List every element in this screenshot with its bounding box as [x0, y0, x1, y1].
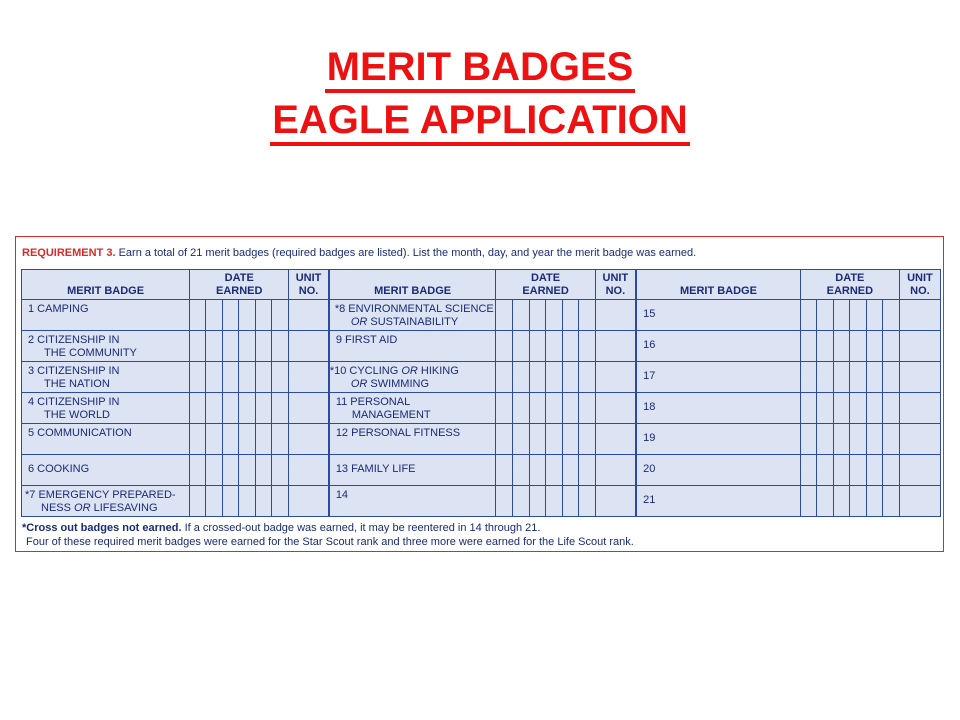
date-cell[interactable]: [882, 362, 899, 393]
badge-elective-17: 17: [636, 362, 800, 393]
date-cell[interactable]: [833, 331, 849, 362]
date-cell[interactable]: [206, 455, 223, 486]
date-cell[interactable]: [816, 393, 833, 424]
date-cell[interactable]: [578, 331, 595, 362]
col-header-merit-badge: MERIT BADGE: [636, 270, 800, 300]
date-cell[interactable]: [256, 424, 272, 455]
date-cell[interactable]: [833, 455, 849, 486]
table-row: [22, 331, 941, 362]
unit-cell[interactable]: [595, 455, 636, 486]
date-cell[interactable]: [239, 300, 256, 331]
date-cell[interactable]: [239, 486, 256, 517]
badge-citizenship-world: 4 CITIZENSHIP IN THE WORLD: [22, 393, 190, 424]
date-cell[interactable]: [849, 486, 866, 517]
date-cell[interactable]: [223, 393, 239, 424]
col-header-merit-badge: MERIT BADGE: [329, 270, 496, 300]
date-cell[interactable]: [800, 331, 816, 362]
date-cell[interactable]: [272, 393, 289, 424]
date-cell[interactable]: [512, 424, 529, 455]
date-cell[interactable]: [816, 455, 833, 486]
requirement-text: REQUIREMENT 3. Earn a total of 21 merit badges (required badges are listed). List the month, day, and year the merit badge was earned.: [22, 247, 697, 259]
merit-badge-table: [21, 269, 941, 517]
date-cell[interactable]: [206, 300, 223, 331]
date-cell[interactable]: [578, 393, 595, 424]
unit-cell[interactable]: [289, 362, 329, 393]
badge-camping: 1 CAMPING: [22, 300, 190, 331]
badge-environmental-science: *8 ENVIRONMENTAL SCIENCE OR SUSTAINABILITY: [329, 300, 496, 331]
date-cell[interactable]: [545, 486, 562, 517]
date-cell[interactable]: [190, 362, 206, 393]
date-cell[interactable]: [239, 424, 256, 455]
date-cell[interactable]: [545, 362, 562, 393]
unit-cell[interactable]: [899, 486, 940, 517]
date-cell[interactable]: [256, 362, 272, 393]
date-cell[interactable]: [256, 393, 272, 424]
badge-elective-20: 20: [636, 455, 800, 486]
page-title: MERIT BADGES: [0, 44, 960, 90]
date-cell[interactable]: [833, 393, 849, 424]
col-header-merit-badge: MERIT BADGE: [22, 270, 190, 300]
date-cell[interactable]: [529, 424, 545, 455]
unit-cell[interactable]: [289, 331, 329, 362]
date-cell[interactable]: [206, 486, 223, 517]
date-cell[interactable]: [562, 393, 578, 424]
date-cell[interactable]: [800, 300, 816, 331]
unit-cell[interactable]: [595, 424, 636, 455]
date-cell[interactable]: [239, 362, 256, 393]
badge-family-life: 13 FAMILY LIFE: [329, 455, 496, 486]
table-row: [22, 393, 941, 424]
badge-emergency-preparedness: *7 EMERGENCY PREPARED- NESS OR LIFESAVING: [22, 486, 190, 517]
date-cell[interactable]: [578, 486, 595, 517]
date-cell[interactable]: [529, 393, 545, 424]
date-cell[interactable]: [512, 331, 529, 362]
date-cell[interactable]: [272, 424, 289, 455]
date-cell[interactable]: [578, 362, 595, 393]
unit-cell[interactable]: [595, 393, 636, 424]
table-row: [22, 455, 941, 486]
badge-elective-21: 21: [636, 486, 800, 517]
date-cell[interactable]: [882, 424, 899, 455]
badge-citizenship-nation: 3 CITIZENSHIP IN THE NATION: [22, 362, 190, 393]
date-cell[interactable]: [800, 424, 816, 455]
date-cell[interactable]: [562, 424, 578, 455]
date-cell[interactable]: [529, 331, 545, 362]
date-cell[interactable]: [545, 455, 562, 486]
unit-cell[interactable]: [289, 300, 329, 331]
date-cell[interactable]: [223, 331, 239, 362]
date-cell[interactable]: [190, 331, 206, 362]
unit-cell[interactable]: [595, 362, 636, 393]
form-footnote: *Cross out badges not earned. If a crossed-out badge was earned, it may be reentered in 14 through 21. Four of these required merit badges were earned for the Star Scout rank and three more were earned for the Life Scout rank.: [22, 522, 634, 548]
badge-citizenship-community: 2 CITIZENSHIP IN THE COMMUNITY: [22, 331, 190, 362]
date-cell[interactable]: [239, 331, 256, 362]
date-cell[interactable]: [849, 455, 866, 486]
col-header-date-earned: DATE EARNED: [800, 270, 899, 300]
date-cell[interactable]: [239, 455, 256, 486]
date-cell[interactable]: [206, 362, 223, 393]
badge-elective-15: 15: [636, 300, 800, 331]
date-cell[interactable]: [882, 486, 899, 517]
date-cell[interactable]: [272, 486, 289, 517]
date-cell[interactable]: [849, 362, 866, 393]
date-cell[interactable]: [833, 486, 849, 517]
date-cell[interactable]: [816, 362, 833, 393]
date-cell[interactable]: [190, 393, 206, 424]
unit-cell[interactable]: [899, 393, 940, 424]
date-cell[interactable]: [545, 300, 562, 331]
date-cell[interactable]: [800, 455, 816, 486]
date-cell[interactable]: [866, 455, 882, 486]
date-cell[interactable]: [206, 393, 223, 424]
col-header-date-earned: DATE EARNED: [190, 270, 289, 300]
unit-cell[interactable]: [289, 424, 329, 455]
badge-personal-fitness: 12 PERSONAL FITNESS: [329, 424, 496, 455]
col-header-date-earned: DATE EARNED: [496, 270, 595, 300]
date-cell[interactable]: [272, 455, 289, 486]
date-cell[interactable]: [816, 300, 833, 331]
date-cell[interactable]: [190, 455, 206, 486]
badge-elective-14: 14: [329, 486, 496, 517]
date-cell[interactable]: [272, 331, 289, 362]
unit-cell[interactable]: [289, 393, 329, 424]
date-cell[interactable]: [849, 424, 866, 455]
date-cell[interactable]: [190, 300, 206, 331]
page-subtitle: EAGLE APPLICATION: [0, 97, 960, 143]
date-cell[interactable]: [223, 486, 239, 517]
date-cell[interactable]: [529, 300, 545, 331]
unit-cell[interactable]: [595, 331, 636, 362]
table-row: [22, 486, 941, 517]
date-cell[interactable]: [223, 300, 239, 331]
date-cell[interactable]: [578, 455, 595, 486]
date-cell[interactable]: [272, 300, 289, 331]
unit-cell[interactable]: [899, 331, 940, 362]
date-cell[interactable]: [512, 486, 529, 517]
date-cell[interactable]: [800, 486, 816, 517]
badge-personal-management: 11 PERSONAL MANAGEMENT: [329, 393, 496, 424]
unit-cell[interactable]: [899, 455, 940, 486]
date-cell[interactable]: [206, 331, 223, 362]
merit-badge-form: [15, 236, 944, 552]
col-header-unit-no: UNIT NO.: [595, 270, 636, 300]
table-header-row: [22, 270, 941, 300]
badge-communication: 5 COMMUNICATION: [22, 424, 190, 455]
date-cell[interactable]: [529, 486, 545, 517]
date-cell[interactable]: [849, 393, 866, 424]
date-cell[interactable]: [800, 393, 816, 424]
date-cell[interactable]: [866, 486, 882, 517]
date-cell[interactable]: [866, 331, 882, 362]
date-cell[interactable]: [833, 424, 849, 455]
date-cell[interactable]: [866, 300, 882, 331]
date-cell[interactable]: [239, 393, 256, 424]
date-cell[interactable]: [496, 486, 512, 517]
date-cell[interactable]: [496, 331, 512, 362]
date-cell[interactable]: [866, 424, 882, 455]
table-row: [22, 300, 941, 331]
date-cell[interactable]: [882, 300, 899, 331]
date-cell[interactable]: [882, 455, 899, 486]
date-cell[interactable]: [562, 362, 578, 393]
badge-elective-19: 19: [636, 424, 800, 455]
badge-elective-16: 16: [636, 331, 800, 362]
date-cell[interactable]: [816, 331, 833, 362]
date-cell[interactable]: [496, 424, 512, 455]
date-cell[interactable]: [849, 300, 866, 331]
unit-cell[interactable]: [595, 486, 636, 517]
date-cell[interactable]: [272, 362, 289, 393]
date-cell[interactable]: [496, 300, 512, 331]
date-cell[interactable]: [882, 393, 899, 424]
date-cell[interactable]: [256, 486, 272, 517]
badge-cooking: 6 COOKING: [22, 455, 190, 486]
date-cell[interactable]: [545, 331, 562, 362]
date-cell[interactable]: [512, 393, 529, 424]
date-cell[interactable]: [223, 424, 239, 455]
date-cell[interactable]: [562, 331, 578, 362]
unit-cell[interactable]: [899, 424, 940, 455]
date-cell[interactable]: [578, 300, 595, 331]
date-cell[interactable]: [562, 486, 578, 517]
date-cell[interactable]: [866, 393, 882, 424]
table-row: [22, 362, 941, 393]
date-cell[interactable]: [256, 300, 272, 331]
date-cell[interactable]: [256, 455, 272, 486]
date-cell[interactable]: [866, 362, 882, 393]
date-cell[interactable]: [833, 362, 849, 393]
date-cell[interactable]: [496, 362, 512, 393]
date-cell[interactable]: [545, 393, 562, 424]
unit-cell[interactable]: [289, 486, 329, 517]
date-cell[interactable]: [190, 486, 206, 517]
badge-cycling-hiking-swimming: *10 CYCLING OR HIKING OR SWIMMING: [329, 362, 496, 393]
date-cell[interactable]: [223, 362, 239, 393]
date-cell[interactable]: [562, 300, 578, 331]
date-cell[interactable]: [562, 455, 578, 486]
unit-cell[interactable]: [899, 300, 940, 331]
date-cell[interactable]: [816, 424, 833, 455]
date-cell[interactable]: [206, 424, 223, 455]
date-cell[interactable]: [256, 331, 272, 362]
date-cell[interactable]: [512, 455, 529, 486]
date-cell[interactable]: [849, 331, 866, 362]
date-cell[interactable]: [190, 424, 206, 455]
badge-elective-18: 18: [636, 393, 800, 424]
col-header-unit-no: UNIT NO.: [899, 270, 940, 300]
unit-cell[interactable]: [289, 455, 329, 486]
date-cell[interactable]: [512, 300, 529, 331]
col-header-unit-no: UNIT NO.: [289, 270, 329, 300]
date-cell[interactable]: [545, 424, 562, 455]
date-cell[interactable]: [833, 300, 849, 331]
date-cell[interactable]: [496, 393, 512, 424]
date-cell[interactable]: [529, 455, 545, 486]
date-cell[interactable]: [512, 362, 529, 393]
date-cell[interactable]: [529, 362, 545, 393]
date-cell[interactable]: [496, 455, 512, 486]
date-cell[interactable]: [578, 424, 595, 455]
date-cell[interactable]: [882, 331, 899, 362]
unit-cell[interactable]: [899, 362, 940, 393]
unit-cell[interactable]: [595, 300, 636, 331]
date-cell[interactable]: [800, 362, 816, 393]
table-row: [22, 424, 941, 455]
badge-first-aid: 9 FIRST AID: [329, 331, 496, 362]
date-cell[interactable]: [816, 486, 833, 517]
date-cell[interactable]: [223, 455, 239, 486]
